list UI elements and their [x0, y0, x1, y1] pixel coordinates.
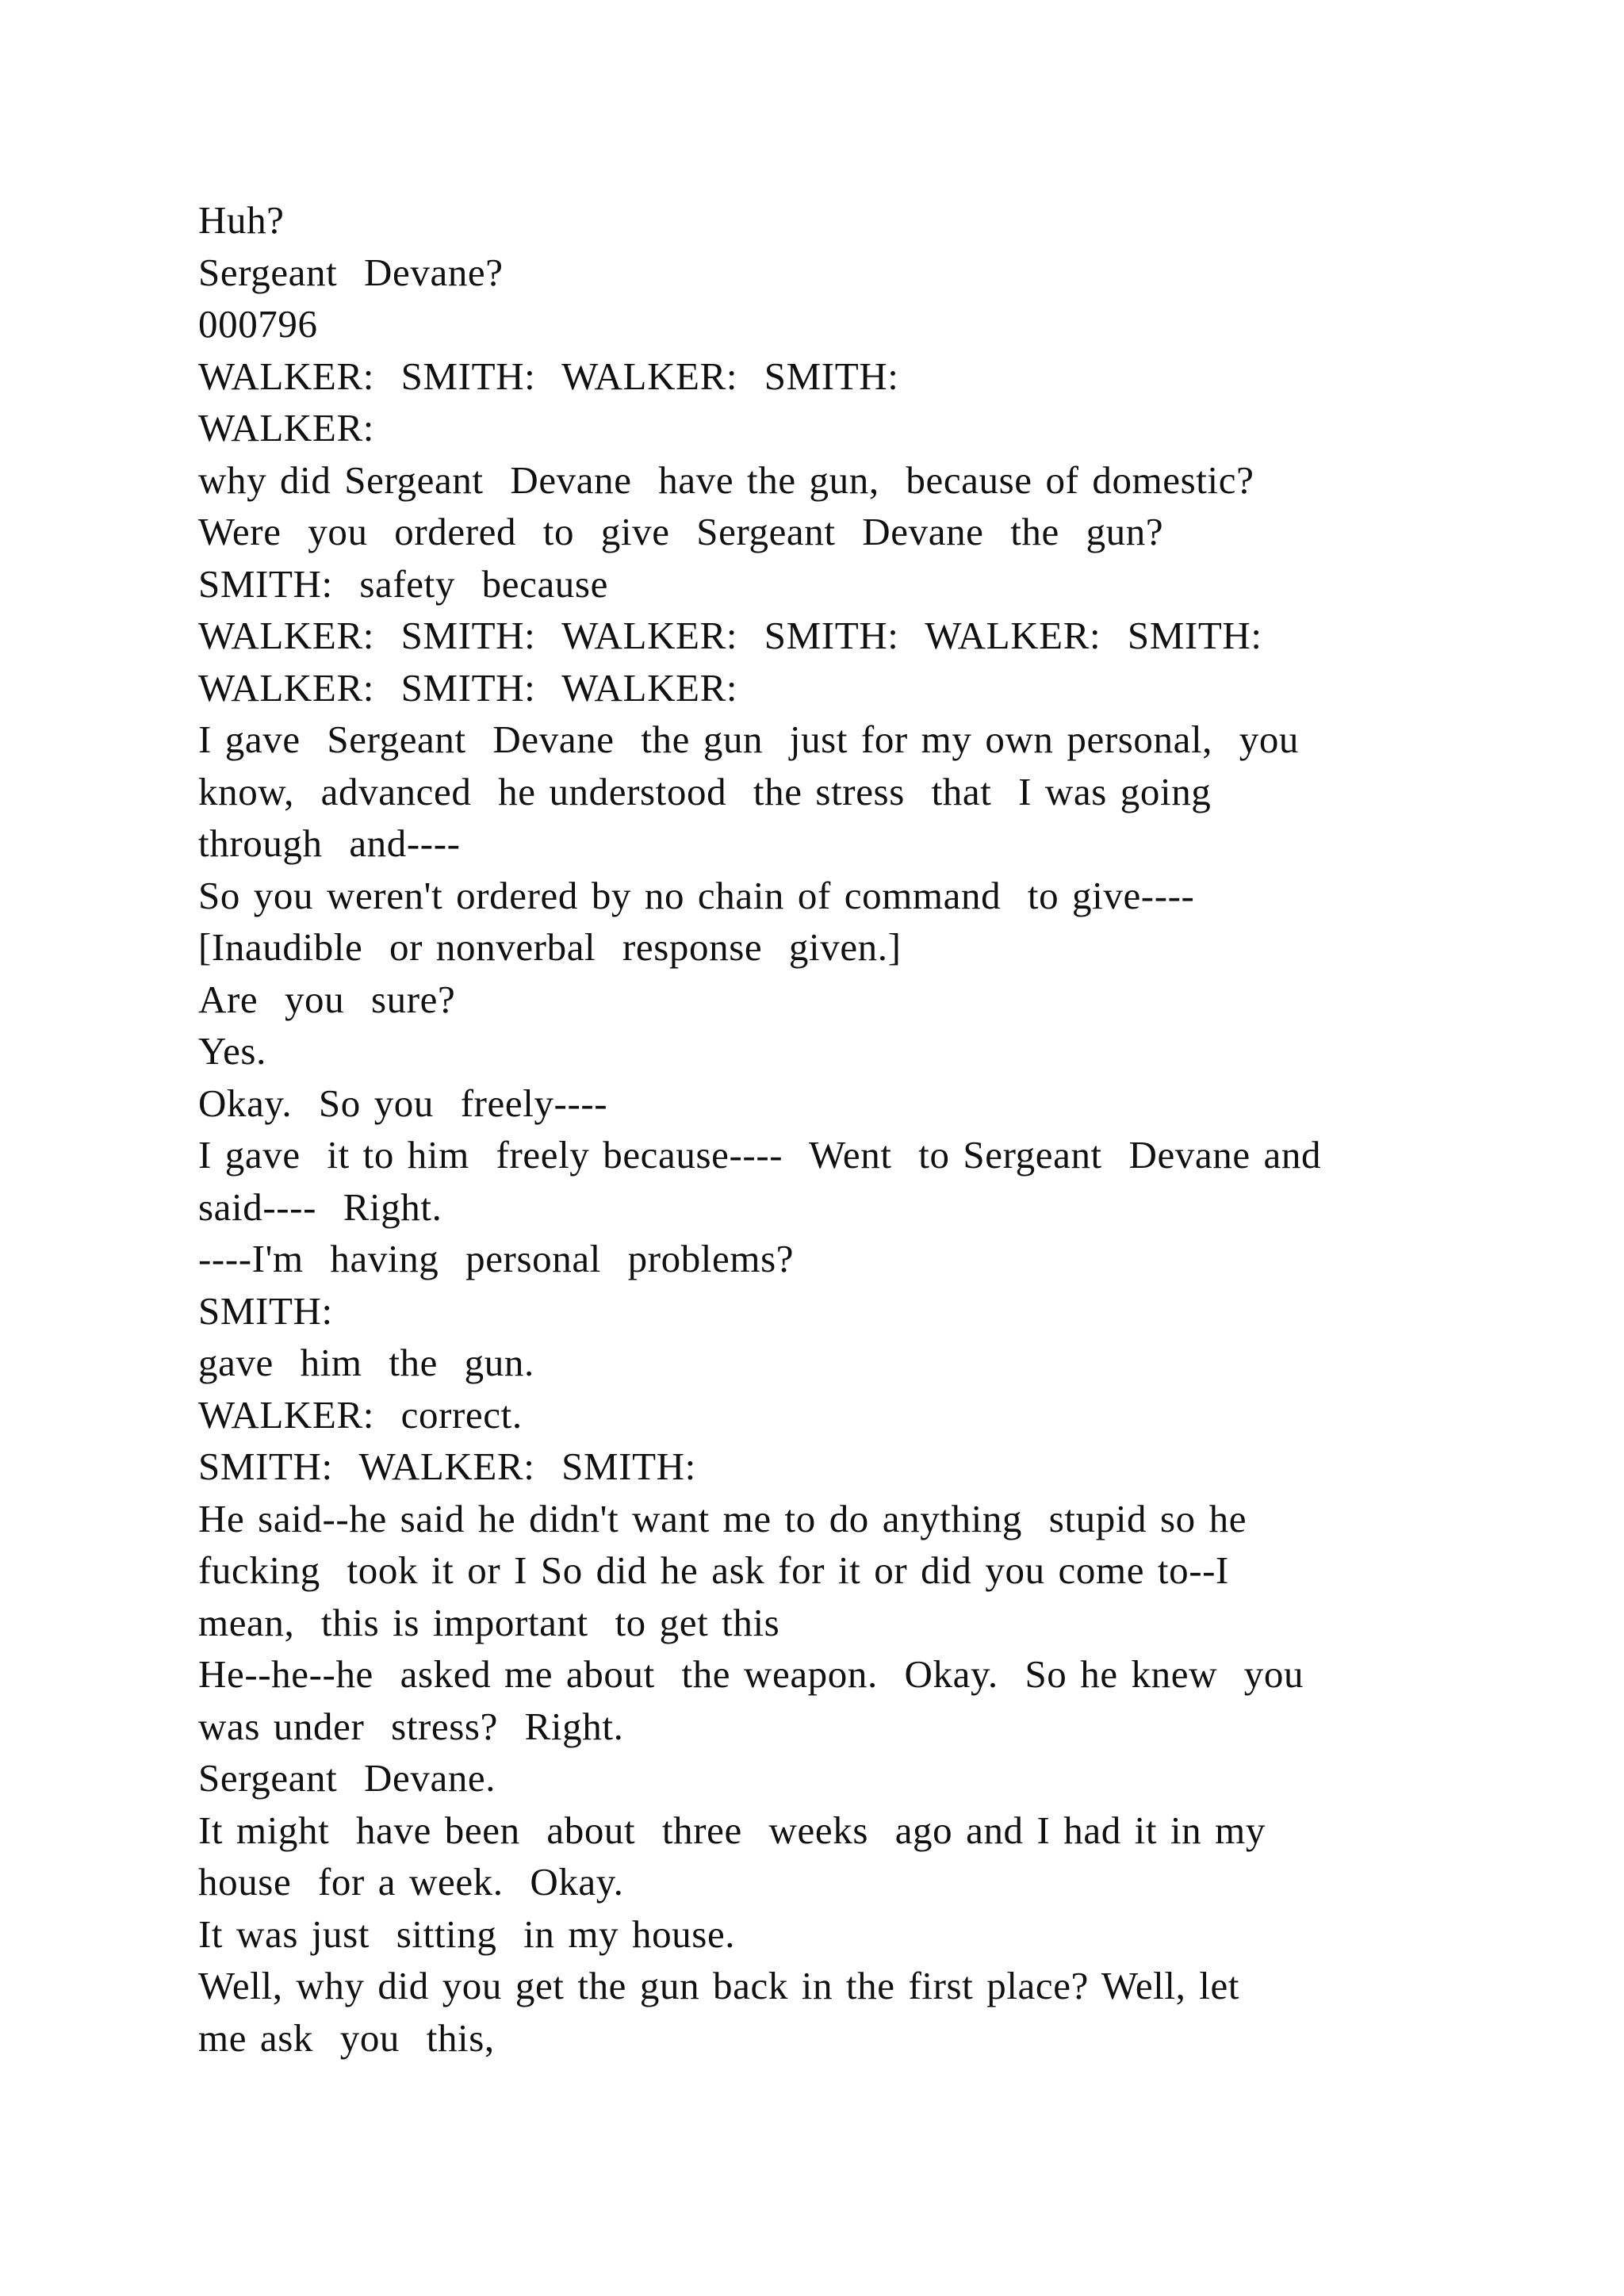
- transcript-line: said---- Right.: [198, 1184, 442, 1229]
- transcript-line: So you weren't ordered by no chain of command to give----: [198, 873, 1195, 917]
- transcript-line: [Inaudible or nonverbal response given.]: [198, 925, 902, 969]
- speaker-labels: WALKER:: [198, 406, 374, 450]
- transcript-line: was under stress? Right.: [198, 1704, 624, 1748]
- transcript-line: gave him the gun.: [198, 1341, 534, 1384]
- transcript-line: SMITH: safety because: [198, 561, 608, 606]
- transcript-line: He--he--he asked me about the weapon. Okay. So he knew you: [198, 1652, 1304, 1696]
- transcript-line: Sergeant Devane?: [198, 250, 504, 294]
- transcript-line: He said--he said he didn't want me to do anything stupid so he: [198, 1496, 1247, 1540]
- transcript-line: Okay. So you freely----: [198, 1081, 608, 1125]
- speaker-labels: WALKER: SMITH: WALKER: SMITH:: [198, 354, 899, 398]
- transcript-line: Sergeant Devane.: [198, 1756, 496, 1800]
- transcript-line: mean, this is important to get this: [198, 1600, 780, 1644]
- transcript-line: Huh?: [198, 198, 285, 242]
- transcript-line: fucking took it or I So did he ask for it or did you come to--I: [198, 1548, 1229, 1592]
- transcript-line: house for a week. Okay.: [198, 1860, 624, 1904]
- transcript-line: ----I'm having personal problems?: [198, 1237, 795, 1280]
- transcript-line: me ask you this,: [198, 2015, 495, 2060]
- transcript-line: through and----: [198, 821, 461, 865]
- transcript-line: It was just sitting in my house.: [198, 1911, 736, 1956]
- transcript-line: Were you ordered to give Sergeant Devane the gun?: [198, 510, 1164, 553]
- transcript-line: I gave it to him freely because---- Went to Sergeant Devane and: [198, 1133, 1322, 1177]
- transcript-line: I gave Sergeant Devane the gun just for my own personal, you: [198, 718, 1300, 761]
- transcript-line: Are you sure?: [198, 977, 456, 1021]
- transcript-line: Yes.: [198, 1029, 266, 1073]
- speaker-labels: WALKER: SMITH: WALKER:: [198, 665, 738, 710]
- transcript-line: know, advanced he understood the stress that I was going: [198, 769, 1212, 813]
- speaker-labels: SMITH: WALKER: SMITH:: [198, 1445, 696, 1488]
- transcript-body: [198, 194, 1467, 2064]
- transcript-line: WALKER: correct.: [198, 1392, 523, 1437]
- speaker-labels: WALKER: SMITH: WALKER: SMITH: WALKER: SMITH:: [198, 614, 1262, 657]
- speaker-labels: SMITH:: [198, 1288, 333, 1333]
- transcript-line: why did Sergeant Devane have the gun, because of domestic?: [198, 457, 1254, 502]
- transcript-line: Well, why did you get the gun back in the first place? Well, let: [198, 1964, 1240, 2007]
- page-number: 000796: [198, 302, 318, 346]
- transcript-line: It might have been about three weeks ago and I had it in my: [198, 1808, 1266, 1852]
